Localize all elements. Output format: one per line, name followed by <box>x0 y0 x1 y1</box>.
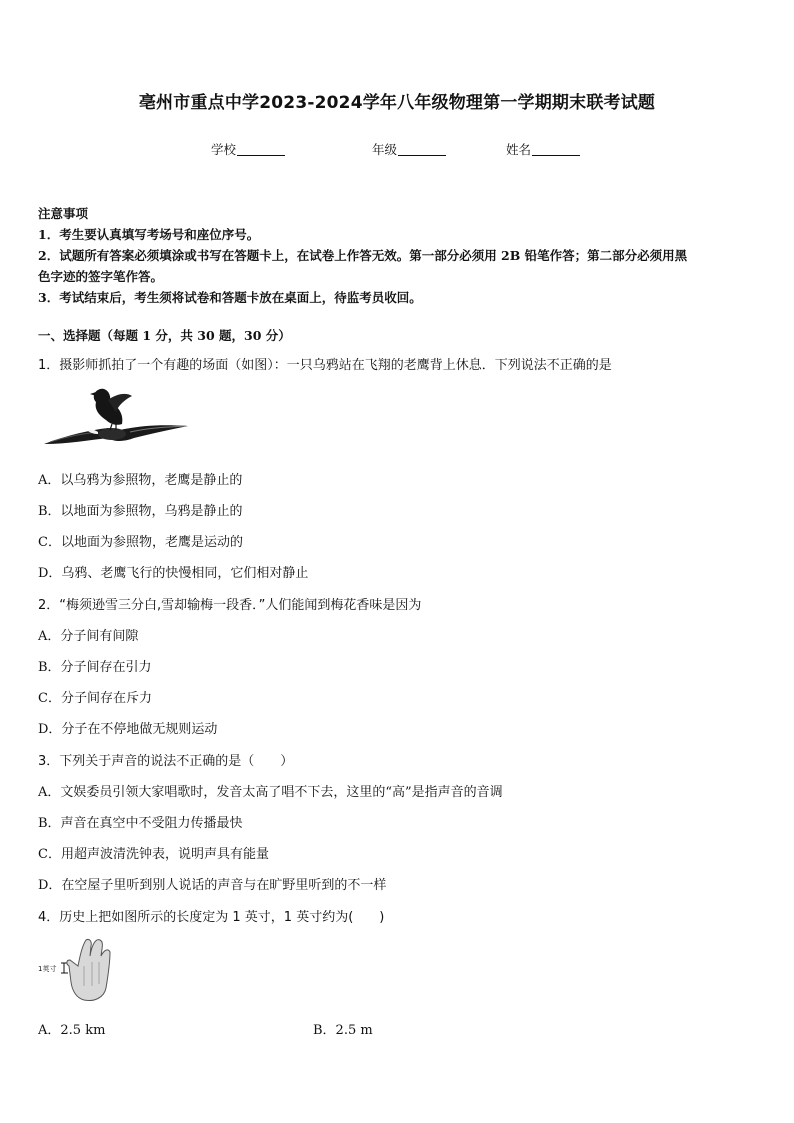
question-3-option: D．在空屋子里听到别人说话的声音与在旷野里听到的不一样 <box>38 878 387 893</box>
eagle-crow-image <box>38 380 196 454</box>
question-2-option: C．分子间存在斥力 <box>38 691 152 706</box>
question-3-stem: 3．下列关于声音的说法不正确的是（ ） <box>38 754 294 769</box>
question-1-option: B．以地面为参照物，乌鸦是静止的 <box>38 504 243 519</box>
inch-label: 1英寸 <box>38 965 57 973</box>
question-3-option: A．文娱委员引领大家唱歌时，发音太高了唱不下去，这里的“高”是指声音的音调 <box>38 785 503 800</box>
question-2-option: A．分子间有间隙 <box>38 629 139 644</box>
school-label: 学校 <box>211 142 237 157</box>
notes-item: 3．考试结束后，考生须将试卷和答题卡放在桌面上，待监考员收回。 <box>38 290 422 305</box>
question-4-option: B．2.5 m <box>313 1023 373 1038</box>
grade-blank <box>398 143 446 156</box>
question-2-option: B．分子间存在引力 <box>38 660 152 675</box>
question-3-option: C．用超声波清洗钟表，说明声具有能量 <box>38 847 269 862</box>
question-3-option: B．声音在真空中不受阻力传播最快 <box>38 816 243 831</box>
name-field <box>506 140 580 158</box>
thumb-inch-image <box>38 936 118 1004</box>
grade-field <box>372 140 446 158</box>
question-4-option: A．2.5 km <box>38 1023 106 1038</box>
notes-item: 2．试题所有答案必须填涂或书写在答题卡上，在试卷上作答无效。第一部分必须用 2B 铅笔作答；第二部分必须用黑 <box>38 248 688 263</box>
notes-item: 1．考生要认真填写考场号和座位序号。 <box>38 227 260 242</box>
name-blank <box>532 143 580 156</box>
question-4-stem: 4．历史上把如图所示的长度定为 1 英寸，1 英寸约为( ) <box>38 910 385 925</box>
eagle-crow-drawing <box>38 380 196 454</box>
school-field <box>211 140 285 158</box>
notes-heading: 注意事项 <box>38 206 89 221</box>
section-title: 一、选择题（每题 1 分，共 30 题，30 分） <box>38 328 291 343</box>
question-1-option: C．以地面为参照物，老鹰是运动的 <box>38 535 243 550</box>
question-1-option: A．以乌鸦为参照物，老鹰是静止的 <box>38 473 243 488</box>
question-2-stem: 2．“梅须逊雪三分白,雪却输梅一段香．”人们能闻到梅花香味是因为 <box>38 598 422 613</box>
question-1-option: D．乌鸦、老鹰飞行的快慢相同，它们相对静止 <box>38 566 309 581</box>
question-2-option: D．分子在不停地做无规则运动 <box>38 722 218 737</box>
exam-title: 亳州市重点中学2023-2024学年八年级物理第一学期期末联考试题 <box>138 93 656 113</box>
grade-label: 年级 <box>372 142 398 157</box>
question-1-stem: 1．摄影师抓拍了一个有趣的场面（如图）：一只乌鸦站在飞翔的老鹰背上休息．下列说法不正确的是 <box>38 358 612 373</box>
name-label: 姓名 <box>506 142 532 157</box>
notes-section <box>38 203 762 308</box>
school-blank <box>237 143 285 156</box>
notes-item: 色字迹的签字笔作答。 <box>38 269 164 284</box>
